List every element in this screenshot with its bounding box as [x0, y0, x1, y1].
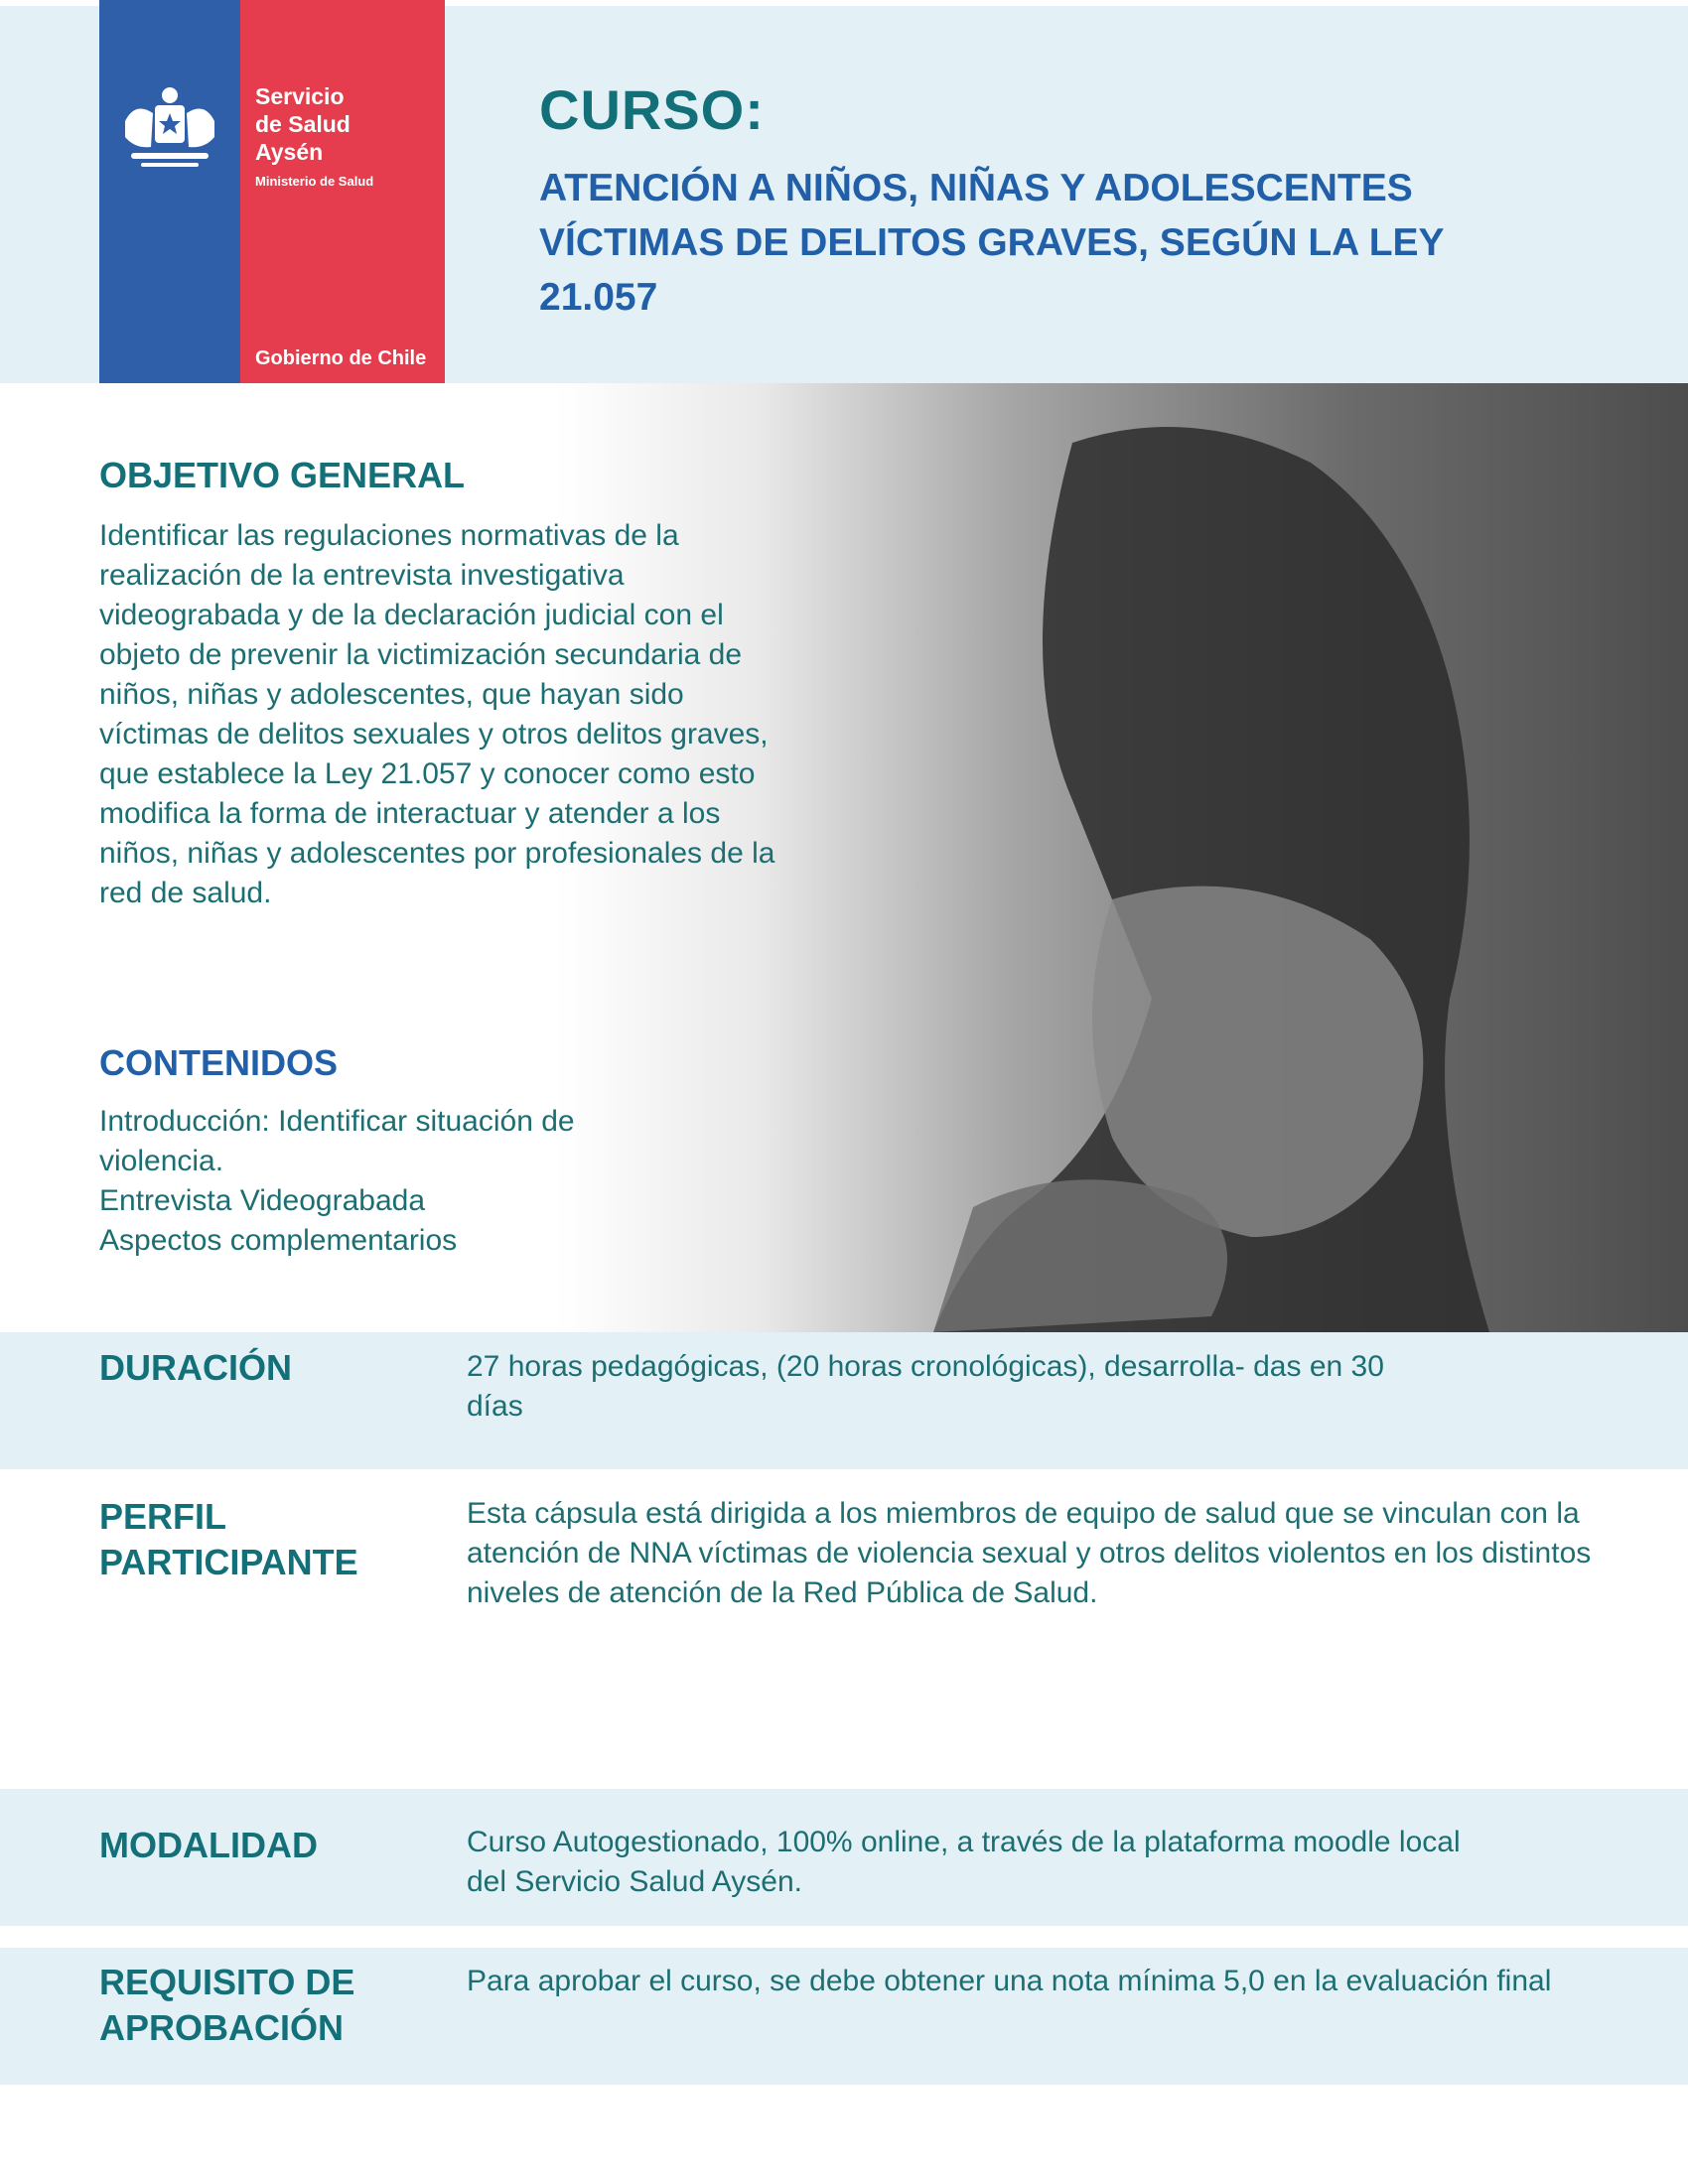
logo-service-name	[255, 82, 444, 166]
requirement-label	[99, 1960, 354, 2051]
logo-line-1: Servicio	[255, 83, 345, 109]
course-title: ATENCIÓN A NIÑOS, NIÑAS Y ADOLESCENTES VÍCTIMAS DE DELITOS GRAVES, SEGÚN LA LEY 21.057	[539, 167, 1444, 319]
logo-line-3: Aysén	[255, 139, 324, 165]
list-item: Introducción: Identificar situación de violencia.	[99, 1105, 575, 1177]
profile-label-line-2: PARTICIPANTE	[99, 1542, 358, 1582]
course-label: CURSO:	[539, 78, 765, 141]
logo-ministry: Ministerio de Salud	[255, 174, 374, 189]
requirement-label-line-1: REQUISITO DE	[99, 1962, 355, 2002]
logo-red-panel	[240, 0, 445, 383]
modality-label: MODALIDAD	[99, 1825, 318, 1865]
profile-label	[99, 1494, 358, 1585]
logo-servicio-salud-aysen	[99, 0, 445, 383]
chile-coat-of-arms-icon	[111, 81, 228, 181]
objective-heading: OBJETIVO GENERAL	[99, 455, 466, 495]
duration-text: 27 horas pedagógicas, (20 horas cronológicas), desarrolla- das en 30 días	[467, 1350, 1384, 1423]
list-item: Aspectos complementarios	[99, 1224, 458, 1257]
contents-heading: CONTENIDOS	[99, 1042, 339, 1083]
logo-line-2: de Salud	[255, 111, 351, 137]
contents-list	[99, 1102, 596, 1261]
profile-text: Esta cápsula está dirigida a los miembros de equipo de salud que se vinculan con la atención de NNA víctimas de violencia sexual y otros delitos violentos en los distintos niveles de atención de la Red Pública de Salud.	[467, 1497, 1592, 1609]
requirement-label-line-2: APROBACIÓN	[99, 2007, 345, 2048]
list-item: Entrevista Videograbada	[99, 1184, 426, 1217]
modality-text: Curso Autogestionado, 100% online, a través de la plataforma moodle local del Servicio Salud Aysén.	[467, 1826, 1461, 1898]
profile-label-line-1: PERFIL	[99, 1496, 227, 1537]
duration-label: DURACIÓN	[99, 1347, 292, 1388]
logo-government: Gobierno de Chile	[255, 347, 427, 369]
requirement-text: Para aprobar el curso, se debe obtener una nota mínima 5,0 en la evaluación final	[467, 1965, 1552, 1997]
logo-blue-panel	[99, 0, 240, 383]
objective-text: Identificar las regulaciones normativas de la realización de la entrevista investigativa videograbada y de la declaración judicial con el objeto de prevenir la victimización secundaria de niños, niñas y adolescentes, que hayan sido víctimas de delitos sexuales y otros delitos graves, que establece la Ley 21.057 y conocer como esto modifica la forma de interactuar y atender a los niños, niñas y adolescentes por profesionales de la red de salud.	[99, 519, 775, 909]
